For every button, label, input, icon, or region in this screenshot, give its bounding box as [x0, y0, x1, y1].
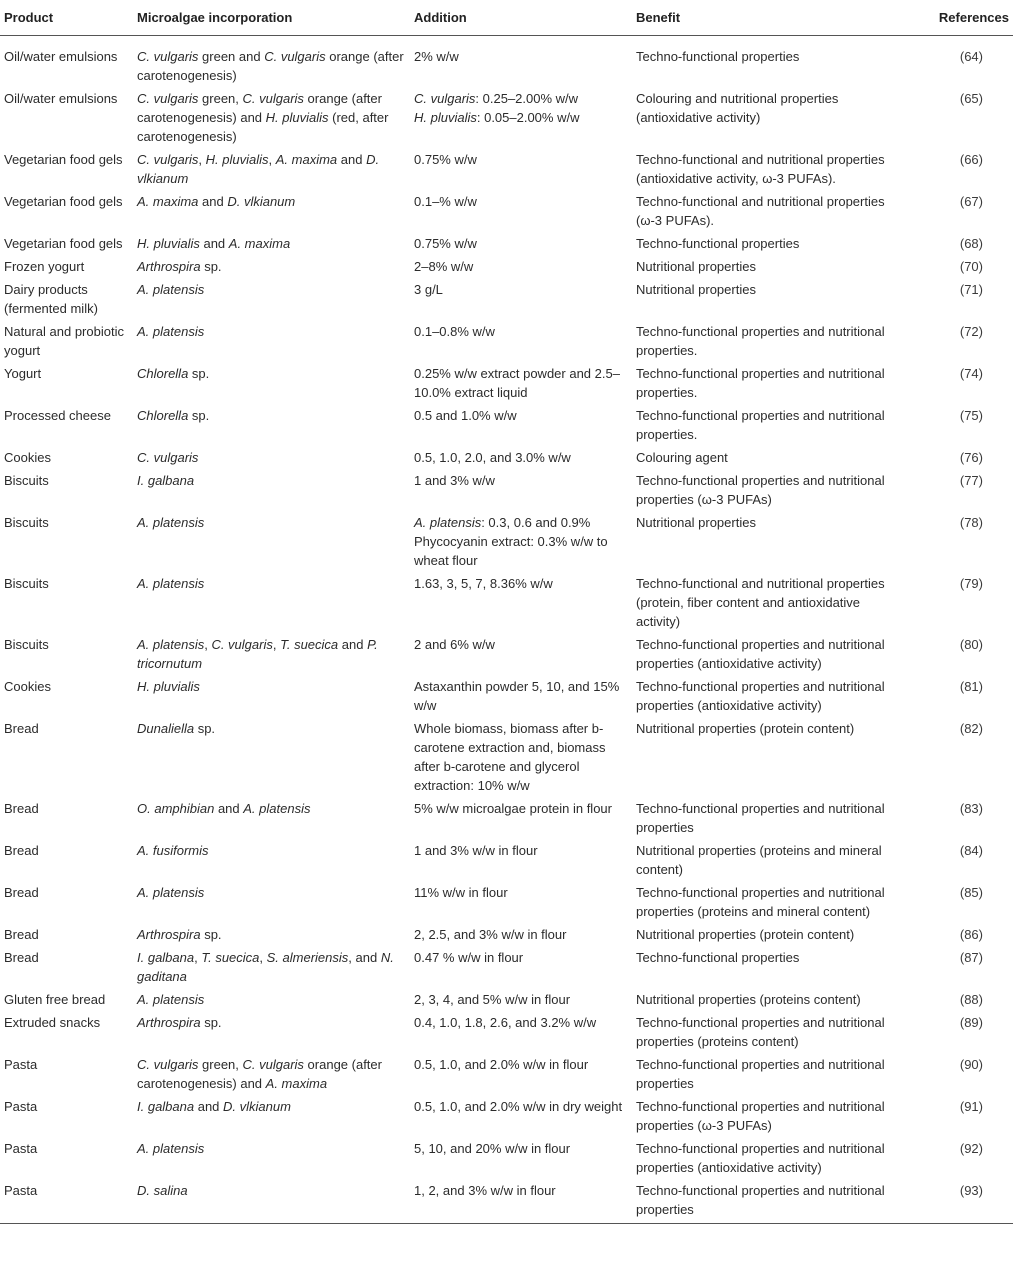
cell-reference: (92) — [959, 1141, 983, 1156]
cell-product: Processed cheese — [4, 408, 111, 423]
cell-benefit: Nutritional properties (proteins and mineral content) — [636, 843, 882, 877]
cell-benefit: Techno-functional properties and nutritional properties — [636, 1057, 885, 1091]
cell-reference: (67) — [959, 194, 983, 209]
cell-microalgae: Chlorella sp. — [137, 366, 210, 381]
cell-benefit: Techno-functional properties and nutritional properties. — [636, 408, 885, 442]
table-row — [0, 320, 1013, 362]
cell-microalgae: A. platensis — [137, 576, 205, 591]
cell-benefit: Techno-functional properties — [636, 49, 800, 64]
table-row — [0, 1095, 1013, 1137]
table-row — [0, 1179, 1013, 1224]
cell-microalgae: C. vulgaris, H. pluvialis, A. maxima and D. vlkianum — [137, 152, 380, 186]
cell-benefit: Techno-functional properties and nutritional properties — [632, 1179, 902, 1224]
table-row — [0, 881, 1013, 923]
cell-reference: (72) — [959, 324, 983, 339]
cell-reference: (68) — [959, 236, 983, 251]
cell-addition: 0.5, 1.0, and 2.0% w/w in dry weight — [414, 1099, 623, 1114]
cell-microalgae: A. platensis — [137, 324, 205, 339]
cell-reference: (70) — [959, 259, 983, 274]
cell-product: Bread — [4, 927, 39, 942]
cell-addition: 1 and 3% w/w — [414, 473, 495, 488]
cell-product: Dairy products (fermented milk) — [4, 282, 98, 316]
cell-addition: 2, 2.5, and 3% w/w in flour — [414, 927, 567, 942]
cell-addition: Whole biomass, biomass after b-carotene extraction and, biomass after b-carotene and glycerol extraction: 10% w/w — [414, 721, 606, 793]
cell-product: Pasta — [4, 1099, 38, 1114]
cell-product: Pasta — [0, 1179, 133, 1224]
cell-addition: 0.5, 1.0, and 2.0% w/w in flour — [414, 1057, 589, 1072]
cell-microalgae: C. vulgaris green, C. vulgaris orange (after carotenogenesis) and H. pluvialis (red, after carotenogenesis) — [137, 91, 389, 144]
cell-product: Biscuits — [4, 515, 49, 530]
cell-microalgae: C. vulgaris — [137, 450, 199, 465]
table-row — [0, 469, 1013, 511]
cell-benefit: Techno-functional and nutritional properties (protein, fiber content and antioxidative activity) — [636, 576, 885, 629]
table-row — [0, 988, 1013, 1011]
table-row — [0, 675, 1013, 717]
cell-microalgae: A. platensis — [137, 885, 205, 900]
table-row — [0, 255, 1013, 278]
cell-microalgae: Chlorella sp. — [137, 408, 210, 423]
cell-product: Cookies — [4, 679, 51, 694]
table-row — [0, 946, 1013, 988]
table-row — [0, 633, 1013, 675]
header-product: Product — [0, 0, 133, 36]
cell-microalgae: A. platensis — [137, 282, 205, 297]
cell-product: Biscuits — [4, 637, 49, 652]
cell-addition: 0.1–% w/w — [414, 194, 477, 209]
table-row — [0, 797, 1013, 839]
cell-benefit: Nutritional properties (protein content) — [636, 927, 855, 942]
cell-addition: 3 g/L — [414, 282, 443, 297]
table-row — [0, 717, 1013, 797]
cell-benefit: Techno-functional properties and nutritional properties. — [636, 324, 885, 358]
table-row — [0, 1011, 1013, 1053]
cell-reference: (81) — [959, 679, 983, 694]
cell-benefit: Colouring and nutritional properties (antioxidative activity) — [636, 91, 839, 125]
cell-microalgae: A. platensis, C. vulgaris, T. suecica and P. tricornutum — [137, 637, 378, 671]
cell-addition: 2 and 6% w/w — [414, 637, 495, 652]
cell-product: Yogurt — [4, 366, 42, 381]
cell-microalgae: H. pluvialis — [137, 679, 200, 694]
cell-reference: (82) — [959, 721, 983, 736]
cell-product: Cookies — [4, 450, 51, 465]
cell-product: Natural and probiotic yogurt — [4, 324, 124, 358]
table-body — [0, 36, 1013, 1224]
cell-addition: 1, 2, and 3% w/w in flour — [410, 1179, 632, 1224]
header-references: References — [902, 0, 1013, 36]
table-row — [0, 1137, 1013, 1179]
cell-reference: (84) — [959, 843, 983, 858]
cell-product: Biscuits — [4, 576, 49, 591]
cell-microalgae: I. galbana, T. suecica, S. almeriensis, and N. gaditana — [137, 950, 394, 984]
cell-reference: (93) — [902, 1179, 1013, 1224]
cell-reference: (88) — [959, 992, 983, 1007]
cell-addition: 0.5, 1.0, 2.0, and 3.0% w/w — [414, 450, 571, 465]
cell-microalgae: A. maxima and D. vlkianum — [137, 194, 296, 209]
cell-reference: (71) — [959, 282, 983, 297]
cell-product: Gluten free bread — [4, 992, 106, 1007]
table-header — [0, 0, 1013, 36]
cell-reference: (66) — [959, 152, 983, 167]
cell-microalgae: D. salina — [133, 1179, 410, 1224]
cell-microalgae: A. platensis — [137, 1141, 205, 1156]
cell-reference: (77) — [959, 473, 983, 488]
table-row — [0, 923, 1013, 946]
cell-reference: (65) — [959, 91, 983, 106]
cell-microalgae: A. platensis — [137, 992, 205, 1007]
cell-microalgae: A. platensis — [137, 515, 205, 530]
cell-product: Bread — [4, 721, 39, 736]
table-row — [0, 232, 1013, 255]
cell-addition: 0.5 and 1.0% w/w — [414, 408, 517, 423]
cell-microalgae: I. galbana — [137, 473, 195, 488]
table-row — [0, 572, 1013, 633]
cell-addition: 0.75% w/w — [414, 152, 477, 167]
table-row — [0, 404, 1013, 446]
cell-reference: (64) — [959, 49, 983, 64]
cell-addition: 2–8% w/w — [414, 259, 474, 274]
cell-benefit: Techno-functional and nutritional properties (ω-3 PUFAs). — [636, 194, 885, 228]
cell-microalgae: Arthrospira sp. — [137, 259, 222, 274]
cell-benefit: Techno-functional properties and nutritional properties (ω-3 PUFAs) — [636, 1099, 885, 1133]
cell-addition: 0.4, 1.0, 1.8, 2.6, and 3.2% w/w — [414, 1015, 597, 1030]
cell-benefit: Techno-functional properties and nutritional properties (antioxidative activity) — [636, 679, 885, 713]
cell-microalgae: Arthrospira sp. — [137, 1015, 222, 1030]
cell-product: Vegetarian food gels — [4, 152, 123, 167]
header-microalgae: Microalgae incorporation — [133, 0, 410, 36]
cell-addition: 5, 10, and 20% w/w in flour — [414, 1141, 571, 1156]
cell-reference: (90) — [959, 1057, 983, 1072]
cell-reference: (91) — [959, 1099, 983, 1114]
cell-benefit: Techno-functional properties and nutritional properties (ω-3 PUFAs) — [636, 473, 885, 507]
cell-benefit: Techno-functional and nutritional properties (antioxidative activity, ω-3 PUFAs). — [636, 152, 885, 186]
table-row — [0, 362, 1013, 404]
cell-product: Oil/water emulsions — [4, 49, 118, 64]
cell-benefit: Techno-functional properties — [636, 950, 800, 965]
cell-benefit: Nutritional properties (protein content) — [636, 721, 855, 736]
cell-product: Pasta — [4, 1057, 38, 1072]
cell-reference: (86) — [959, 927, 983, 942]
cell-benefit: Nutritional properties — [636, 282, 756, 297]
table-row — [0, 87, 1013, 148]
cell-microalgae: A. fusiformis — [137, 843, 209, 858]
cell-microalgae: H. pluvialis and A. maxima — [137, 236, 291, 251]
cell-benefit: Nutritional properties — [636, 515, 756, 530]
cell-product: Bread — [4, 843, 39, 858]
header-benefit: Benefit — [632, 0, 902, 36]
cell-addition: 1.63, 3, 5, 7, 8.36% w/w — [414, 576, 553, 591]
table-row — [0, 511, 1013, 572]
cell-reference: (80) — [959, 637, 983, 652]
cell-benefit: Techno-functional properties and nutritional properties (antioxidative activity) — [636, 1141, 885, 1175]
cell-microalgae: Dunaliella sp. — [137, 721, 216, 736]
cell-addition: 5% w/w microalgae protein in flour — [414, 801, 612, 816]
cell-reference: (89) — [959, 1015, 983, 1030]
cell-product: Pasta — [4, 1141, 38, 1156]
cell-product: Extruded snacks — [4, 1015, 101, 1030]
cell-reference: (83) — [959, 801, 983, 816]
cell-benefit: Colouring agent — [636, 450, 728, 465]
cell-addition: 0.47 % w/w in flour — [414, 950, 524, 965]
cell-benefit: Techno-functional properties and nutritional properties. — [636, 366, 885, 400]
cell-product: Bread — [4, 950, 39, 965]
table-row — [0, 839, 1013, 881]
table-row — [0, 446, 1013, 469]
cell-benefit: Nutritional properties (proteins content) — [636, 992, 861, 1007]
cell-addition: A. platensis: 0.3, 0.6 and 0.9% Phycocyanin extract: 0.3% w/w to wheat flour — [414, 515, 608, 568]
header-addition: Addition — [410, 0, 632, 36]
cell-reference: (78) — [959, 515, 983, 530]
cell-addition: 0.75% w/w — [414, 236, 477, 251]
cell-benefit: Techno-functional properties and nutritional properties — [636, 801, 885, 835]
table-row — [0, 278, 1013, 320]
cell-microalgae: I. galbana and D. vlkianum — [137, 1099, 291, 1114]
cell-addition: C. vulgaris: 0.25–2.00% w/w H. pluvialis: 0.05–2.00% w/w — [414, 91, 580, 125]
cell-microalgae: C. vulgaris green, C. vulgaris orange (after carotenogenesis) and A. maxima — [137, 1057, 382, 1091]
cell-addition: 2, 3, 4, and 5% w/w in flour — [414, 992, 571, 1007]
cell-addition: 0.25% w/w extract powder and 2.5–10.0% extract liquid — [414, 366, 620, 400]
table-row — [0, 36, 1013, 88]
cell-reference: (87) — [959, 950, 983, 965]
cell-addition: 0.1–0.8% w/w — [414, 324, 495, 339]
cell-reference: (74) — [959, 366, 983, 381]
cell-reference: (79) — [959, 576, 983, 591]
cell-reference: (76) — [959, 450, 983, 465]
table-row — [0, 1053, 1013, 1095]
cell-benefit: Techno-functional properties — [636, 236, 800, 251]
cell-microalgae: O. amphibian and A. platensis — [137, 801, 311, 816]
cell-product: Bread — [4, 885, 39, 900]
cell-addition: 1 and 3% w/w in flour — [414, 843, 538, 858]
cell-product: Frozen yogurt — [4, 259, 85, 274]
cell-reference: (85) — [959, 885, 983, 900]
cell-addition: Astaxanthin powder 5, 10, and 15% w/w — [414, 679, 620, 713]
cell-product: Bread — [4, 801, 39, 816]
cell-product: Vegetarian food gels — [4, 236, 123, 251]
cell-addition: 11% w/w in flour — [414, 885, 508, 900]
cell-product: Vegetarian food gels — [4, 194, 123, 209]
cell-microalgae: Arthrospira sp. — [137, 927, 222, 942]
cell-benefit: Techno-functional properties and nutritional properties (proteins and mineral content) — [636, 885, 885, 919]
cell-product: Oil/water emulsions — [4, 91, 118, 106]
cell-benefit: Nutritional properties — [636, 259, 756, 274]
cell-microalgae: C. vulgaris green and C. vulgaris orange (after carotenogenesis) — [137, 49, 404, 83]
cell-benefit: Techno-functional properties and nutritional properties (antioxidative activity) — [636, 637, 885, 671]
cell-benefit: Techno-functional properties and nutritional properties (proteins content) — [636, 1015, 885, 1049]
table-row — [0, 190, 1013, 232]
table-row — [0, 148, 1013, 190]
cell-addition: 2% w/w — [414, 49, 459, 64]
cell-reference: (75) — [959, 408, 983, 423]
cell-product: Biscuits — [4, 473, 49, 488]
